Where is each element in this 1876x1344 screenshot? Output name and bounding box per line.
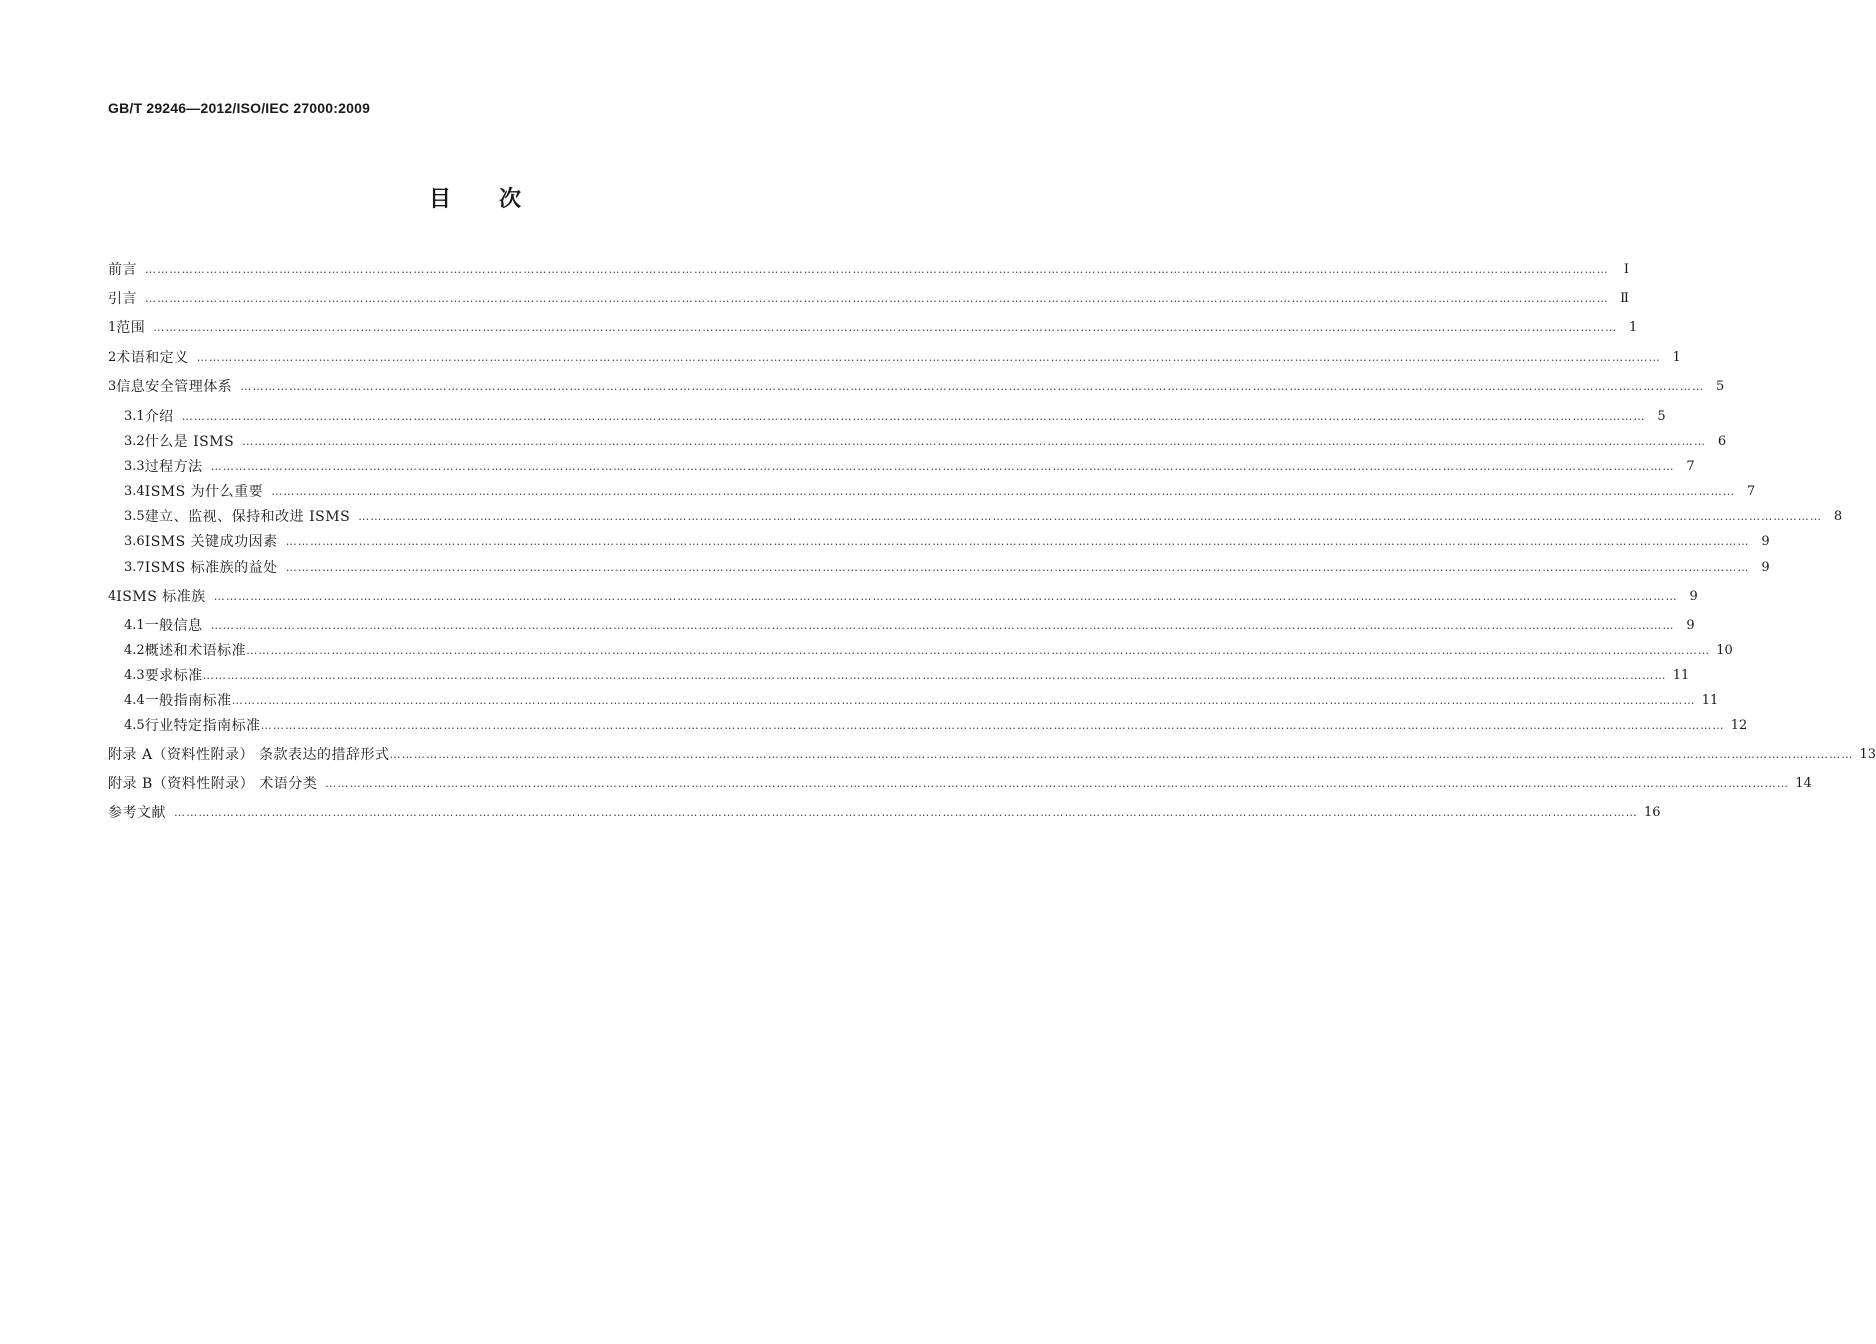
toc-entry[interactable] (108, 375, 1725, 397)
toc-entry-label: 附录 B（资料性附录） 术语分类 (108, 776, 318, 792)
toc-entry-number: 4.1 (124, 617, 145, 633)
toc-entry-page: 14 (1795, 775, 1812, 791)
toc-leader-dots: ……………………………………………………………………………………………………………………………………………………………………………………………………………………………………………………………………………………………………………………………… (174, 805, 1638, 819)
toc-leader-dots: ……………………………………………………………………………………………………………………………………………………………………………………………………………………………………………………………………………………………………………………………… (240, 379, 1705, 393)
toc-entry-page: Ⅱ (1620, 290, 1629, 306)
toc-leader-dots: ……………………………………………………………………………………………………………………………………………………………………………………………………………………………………………………………………………………………………………………………… (389, 747, 1854, 761)
toc-entry[interactable] (108, 801, 1661, 823)
toc-entry-label: 建立、监视、保持和改进 ISMS (144, 509, 351, 525)
toc-leader-dots: ……………………………………………………………………………………………………………………………………………………………………………………………………………………………………………………………………………………………………………………………… (210, 618, 1675, 632)
toc-entry[interactable] (108, 689, 1719, 711)
toc-entry-label: 介绍 (144, 409, 174, 425)
toc-entry-page: 11 (1701, 692, 1719, 708)
toc-entry[interactable] (108, 556, 1770, 578)
toc-entry-label: 概述和术语标准 (144, 643, 247, 659)
toc-entry-label: ISMS 标准族 (116, 589, 206, 605)
toc-entry[interactable] (108, 585, 1698, 607)
toc-entry[interactable] (108, 743, 1876, 765)
toc-title: 目次 (428, 187, 569, 212)
toc-entry-number: 3.2 (124, 433, 145, 449)
toc-entry[interactable] (108, 614, 1695, 636)
toc-entry-page: Ⅰ (1623, 261, 1629, 277)
toc-entry-page: 8 (1833, 508, 1843, 524)
toc-entry-page: 9 (1689, 588, 1698, 604)
toc-leader-dots: ……………………………………………………………………………………………………………………………………………………………………………………………………………………………………………………………………………………………………………………………… (210, 459, 1675, 473)
toc-entry-page: 6 (1717, 433, 1727, 449)
toc-leader-dots: ……………………………………………………………………………………………………………………………………………………………………………………………………………………………………………………………………………………………………………………………… (181, 409, 1646, 423)
toc-entry-page: 16 (1644, 804, 1661, 820)
toc-entry-number: 1 (108, 319, 117, 335)
toc-entry[interactable] (108, 258, 1629, 280)
toc-entry-number: 3.3 (124, 458, 145, 474)
toc-entry-number: 4.4 (124, 692, 145, 708)
toc-leader-dots: ……………………………………………………………………………………………………………………………………………………………………………………………………………………………………………………………………………………………………………………………… (285, 560, 1750, 574)
toc-entry-label: 范围 (116, 320, 146, 336)
toc-entry[interactable] (108, 505, 1843, 527)
toc-entry[interactable] (108, 287, 1629, 309)
toc-leader-dots: ……………………………………………………………………………………………………………………………………………………………………………………………………………………………………………………………………………………………………………………………… (242, 434, 1707, 448)
toc-entry-label: ISMS 关键成功因素 (144, 534, 278, 550)
toc-entry-number: 4 (108, 588, 117, 604)
toc-entry[interactable] (108, 772, 1812, 794)
toc-entry[interactable] (108, 664, 1690, 686)
toc-entry-label: 一般信息 (144, 618, 203, 634)
toc-entry[interactable] (108, 430, 1727, 452)
toc-entry-page: 10 (1716, 642, 1733, 658)
toc-entry-label: 术语和定义 (116, 350, 189, 366)
toc-entry-label: 前言 (108, 262, 137, 278)
toc-entry-label: 信息安全管理体系 (116, 379, 233, 395)
toc-entry-label: 附录 A（资料性附录） 条款表达的措辞形式 (108, 747, 390, 763)
toc-entry-number: 3 (108, 378, 117, 394)
toc-entry-page: 7 (1746, 483, 1756, 499)
toc-entry-number: 3.7 (124, 559, 145, 575)
toc-entry-label: 什么是 ISMS (144, 434, 235, 450)
toc-entry-page: 1 (1629, 319, 1638, 335)
toc-leader-dots: ……………………………………………………………………………………………………………………………………………………………………………………………………………………………………………………………………………………………………………………………… (145, 291, 1609, 305)
toc-entry[interactable] (108, 530, 1770, 552)
toc-entry-number: 3.6 (124, 533, 145, 549)
toc-entry[interactable] (108, 405, 1666, 427)
toc-entry-page: 12 (1730, 717, 1748, 733)
toc-leader-dots: ……………………………………………………………………………………………………………………………………………………………………………………………………………………………………………………………………………………………………………………………… (260, 718, 1725, 732)
toc-entry-number: 4.5 (124, 717, 145, 733)
document-code-header: GB/T 29246—2012/ISO/IEC 27000:2009 (108, 100, 371, 116)
toc-entry-page: 5 (1657, 408, 1666, 424)
toc-entry-label: 引言 (108, 291, 137, 307)
toc-entry-number: 3.4 (124, 483, 145, 499)
toc-entry-page: 7 (1686, 458, 1695, 474)
toc-entry-page: 9 (1761, 533, 1770, 549)
toc-entry-page: 9 (1761, 559, 1770, 575)
toc-entry-label: ISMS 标准族的益处 (144, 560, 278, 576)
toc-entry-number: 3.1 (124, 408, 145, 424)
toc-entry-number: 3.5 (124, 508, 145, 524)
toc-leader-dots: ……………………………………………………………………………………………………………………………………………………………………………………………………………………………………………………………………………………………………………………………… (213, 589, 1678, 603)
toc-entry-number: 4.2 (124, 642, 145, 658)
toc-leader-dots: ……………………………………………………………………………………………………………………………………………………………………………………………………………………………………………………………………………………………………………………………… (325, 776, 1790, 790)
toc-leader-dots: ……………………………………………………………………………………………………………………………………………………………………………………………………………………………………………………………………………………………………………………………… (271, 484, 1736, 498)
toc-leader-dots: ……………………………………………………………………………………………………………………………………………………………………………………………………………………………………………………………………………………………………………………………… (145, 262, 1609, 276)
toc-entry-label: 一般指南标准 (144, 693, 232, 709)
toc-leader-dots: ……………………………………………………………………………………………………………………………………………………………………………………………………………………………………………………………………………………………………………………………… (231, 693, 1696, 707)
toc-entry-page: 1 (1672, 349, 1681, 365)
toc-leader-dots: ……………………………………………………………………………………………………………………………………………………………………………………………………………………………………………………………………………………………………………………………… (196, 350, 1661, 364)
toc-entry-page: 5 (1716, 378, 1725, 394)
toc-entry[interactable] (108, 639, 1733, 661)
toc-entry-page: 13 (1859, 746, 1876, 762)
toc-entry-label: 要求标准 (144, 668, 203, 684)
toc-leader-dots: ……………………………………………………………………………………………………………………………………………………………………………………………………………………………………………………………………………………………………………………………… (246, 643, 1711, 657)
toc-entry[interactable] (108, 346, 1681, 368)
toc-entry-label: ISMS 为什么重要 (144, 484, 264, 500)
toc-entry-page: 11 (1672, 667, 1690, 683)
toc-entry-number: 2 (108, 349, 117, 365)
toc-entry-label: 行业特定指南标准 (144, 718, 261, 734)
toc-entry-label: 过程方法 (144, 459, 203, 475)
toc-entry[interactable] (108, 316, 1638, 338)
toc-entry-page: 9 (1686, 617, 1695, 633)
toc-entry[interactable] (108, 480, 1756, 502)
toc-leader-dots: ……………………………………………………………………………………………………………………………………………………………………………………………………………………………………………………………………………………………………………………………… (153, 320, 1618, 334)
toc-entry-number: 4.3 (124, 667, 145, 683)
toc-leader-dots: ……………………………………………………………………………………………………………………………………………………………………………………………………………………………………………………………………………………………………………………………… (285, 534, 1750, 548)
toc-leader-dots: ……………………………………………………………………………………………………………………………………………………………………………………………………………………………………………………………………………………………………………………………… (202, 668, 1667, 682)
toc-entry[interactable] (108, 714, 1748, 736)
toc-entry-label: 参考文献 (108, 805, 166, 821)
toc-leader-dots: ……………………………………………………………………………………………………………………………………………………………………………………………………………………………………………………………………………………………………………………………… (358, 509, 1823, 523)
toc-entry[interactable] (108, 455, 1695, 477)
